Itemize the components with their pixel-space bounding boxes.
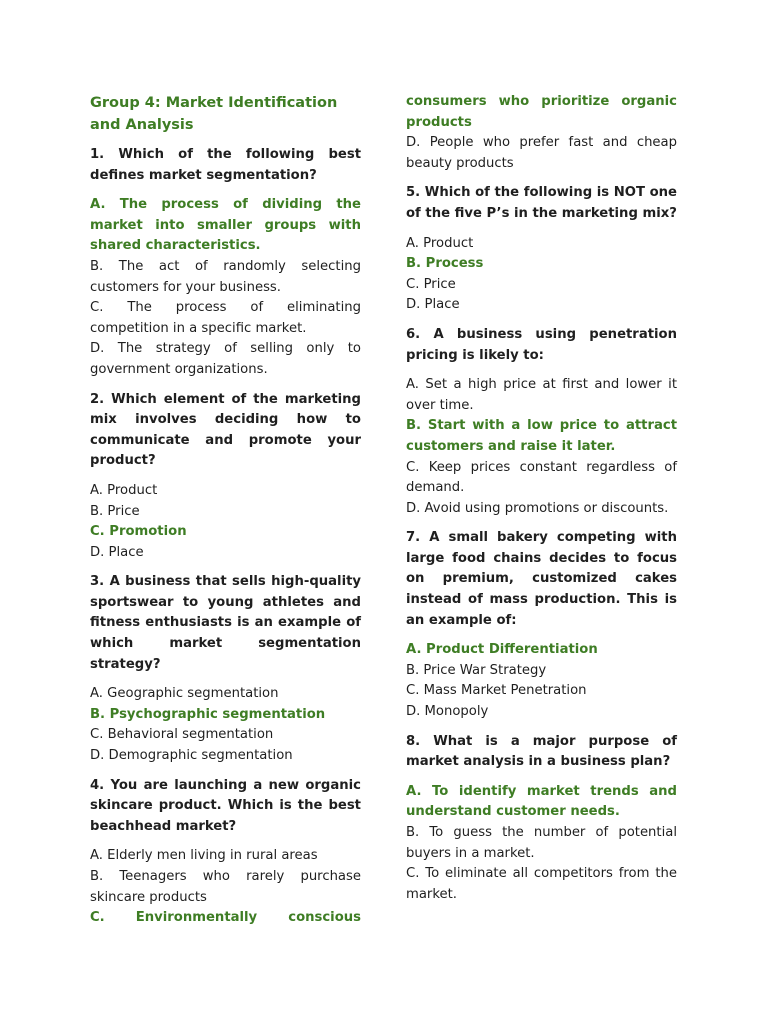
q1-option-a: A. The process of dividing the market into smaller groups with shared characteristics. [90, 197, 361, 254]
left-column [90, 92, 361, 938]
q6-option-b: B. Start with a low price to attract customers and raise it later. [406, 418, 677, 454]
q4-option-c-end: consumers who prioritize organic products [406, 94, 677, 130]
q6-option-c: C. Keep prices constant regardless of demand. [406, 459, 677, 496]
question-3: 3. A business that sells high-quality sportswear to young athletes and fitness enthusiasts is an example of which market segmentation strategy? [90, 574, 361, 672]
q8-option-a: A. To identify market trends and understand customer needs. [406, 783, 677, 820]
question-8-options [406, 782, 677, 906]
question-4-options-part1 [90, 846, 361, 928]
question-2: 2. Which element of the marketing mix involves deciding how to communicate and promote your product? [90, 391, 361, 469]
q2-option-d: D. Place [90, 544, 144, 560]
right-column [406, 92, 677, 914]
question-3-options [90, 684, 361, 766]
q6-option-d: D. Avoid using promotions or discounts. [406, 500, 669, 516]
q7-option-c: C. Mass Market Penetration [406, 683, 587, 699]
question-1-options [90, 195, 361, 380]
q5-option-b: B. Process [406, 256, 484, 272]
q1-option-c: C. The process of eliminating competition in a specific market. [90, 300, 361, 336]
q2-option-c: C. Promotion [90, 524, 187, 540]
q3-option-a: A. Geographic segmentation [90, 686, 279, 702]
q8-option-b: B. To guess the number of potential buyers in a market. [406, 825, 677, 861]
q7-option-d: D. Monopoly [406, 704, 489, 720]
q5-option-a: A. Product [406, 235, 474, 251]
question-2-options [90, 481, 361, 563]
q3-option-d: D. Demographic segmentation [90, 748, 293, 764]
question-7-options [406, 640, 677, 722]
q8-option-c: C. To eliminate all competitors from the market. [406, 866, 677, 902]
q4-option-d: D. People who prefer fast and cheap beauty products [406, 135, 677, 171]
q1-option-d: D. The strategy of selling only to government organizations. [90, 341, 361, 377]
question-7: 7. A small bakery competing with large food chains decides to focus on premium, customized cakes instead of mass production. This is an example of: [406, 530, 677, 628]
q5-option-c: C. Price [406, 276, 456, 292]
question-5-options [406, 234, 677, 316]
q1-option-b: B. The act of randomly selecting customers for your business. [90, 258, 361, 295]
question-5: 5. Which of the following is NOT one of the five P’s in the marketing mix? [406, 185, 677, 221]
q7-option-a: A. Product Differentiation [406, 642, 598, 658]
q2-option-b: B. Price [90, 503, 140, 519]
question-4: 4. You are launching a new organic skincare product. Which is the best beachhead market? [90, 777, 361, 834]
q6-option-a: A. Set a high price at first and lower it over time. [406, 377, 677, 413]
q2-option-a: A. Product [90, 482, 158, 498]
question-8: 8. What is a major purpose of market analysis in a business plan? [406, 733, 677, 770]
page-title: Group 4: Market Identification and Analysis [90, 95, 338, 133]
question-6: 6. A business using penetration pricing is likely to: [406, 326, 677, 363]
q3-option-c: C. Behavioral segmentation [90, 727, 274, 743]
question-6-options [406, 375, 677, 519]
q5-option-d: D. Place [406, 297, 460, 313]
q4-option-a: A. Elderly men living in rural areas [90, 848, 318, 864]
question-4-options-part2 [406, 92, 677, 174]
q7-option-b: B. Price War Strategy [406, 662, 547, 678]
q3-option-b: B. Psychographic segmentation [90, 706, 326, 722]
q4-option-b: B. Teenagers who rarely purchase skincare products [90, 869, 361, 905]
q4-option-c-start: C. Environmentally conscious [90, 910, 361, 926]
question-1: 1. Which of the following best defines market segmentation? [90, 147, 361, 183]
